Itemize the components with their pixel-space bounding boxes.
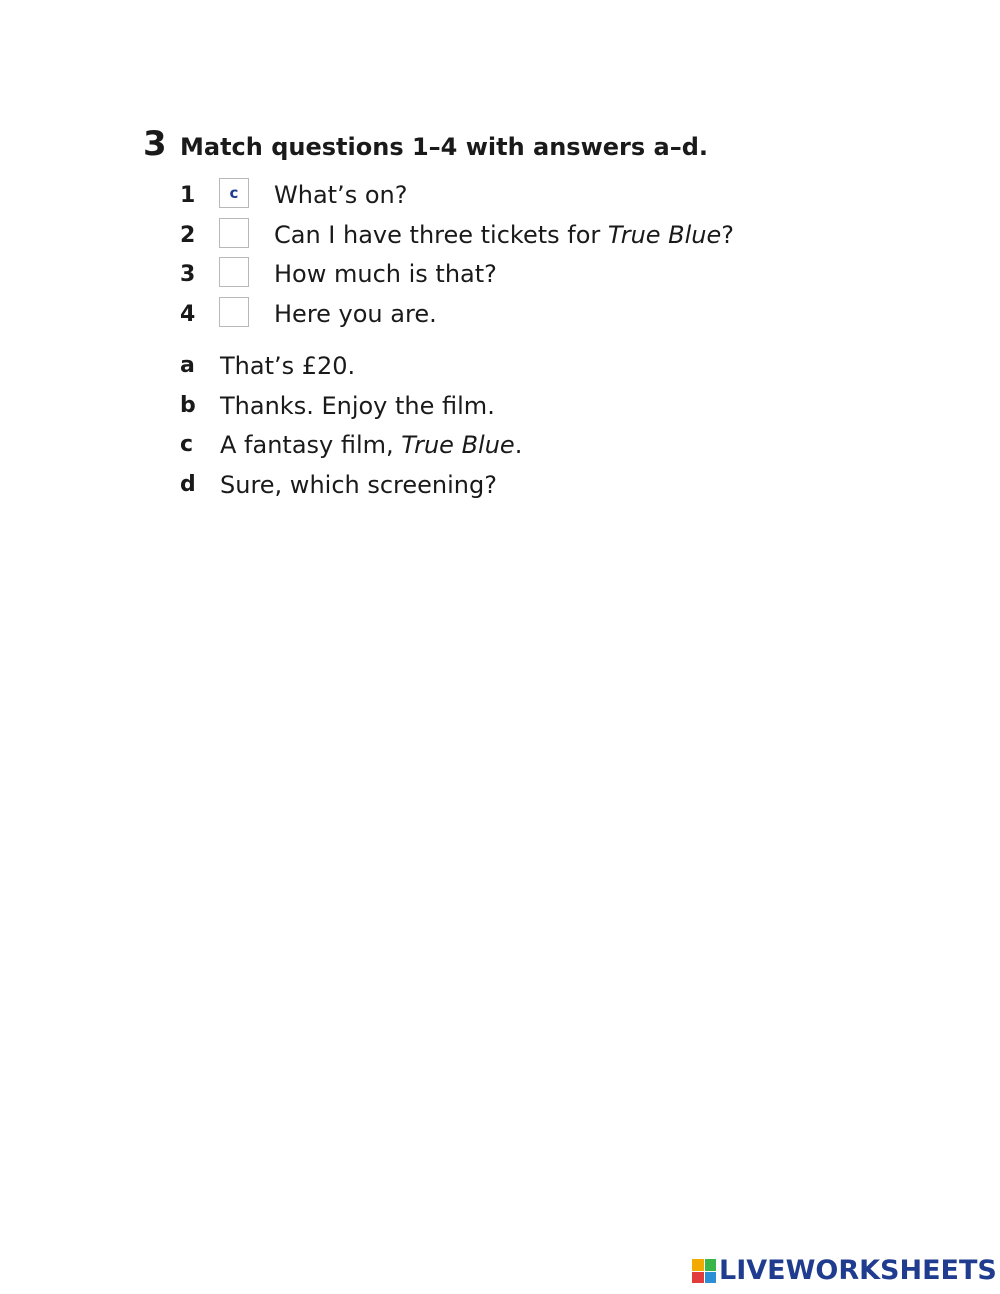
question-text (274, 220, 734, 250)
answer-box-1[interactable] (219, 178, 249, 208)
question-text-end: ? (721, 221, 735, 249)
answer-option-d (180, 468, 880, 502)
question-number: 2 (180, 223, 196, 248)
answer-letter: c (180, 432, 194, 457)
answer-box-4[interactable] (219, 297, 249, 327)
answer-letter: d (180, 472, 196, 497)
answer-text-end: . (514, 431, 523, 459)
answer-box-3[interactable] (219, 257, 249, 287)
question-text: How much is that? (274, 260, 497, 288)
answer-option-c (180, 428, 880, 462)
question-text: Here you are. (274, 300, 437, 328)
answer-option-a (180, 349, 880, 383)
answer-text-start: A fantasy film, (220, 431, 402, 459)
question-row-4 (180, 297, 880, 333)
liveworksheets-logo (692, 1256, 997, 1286)
answer-letter: a (180, 353, 195, 378)
film-title: True Blue (607, 221, 722, 249)
answer-option-b (180, 389, 880, 423)
film-title: True Blue (401, 431, 515, 459)
answer-text (220, 430, 522, 460)
exercise-instruction: Match questions 1–4 with answers a–d. (180, 133, 709, 161)
question-text-start: Can I have three tickets for (274, 221, 608, 249)
answer-text: That’s £20. (220, 352, 356, 380)
logo-mark-icon (692, 1259, 716, 1283)
question-row-2 (180, 218, 880, 254)
question-number: 4 (180, 302, 196, 327)
question-number: 1 (180, 183, 196, 208)
logo-text: LIVEWORKSHEETS (719, 1255, 997, 1286)
exercise-number: 3 (143, 124, 167, 164)
question-text: What’s on? (274, 181, 408, 209)
question-row-3 (180, 257, 880, 293)
question-row-1 (180, 178, 880, 214)
answer-text: Sure, which screening? (220, 471, 497, 499)
question-number: 3 (180, 262, 196, 287)
answer-box-2[interactable] (219, 218, 249, 248)
answer-text: Thanks. Enjoy the film. (220, 392, 495, 420)
answer-letter: b (180, 393, 196, 418)
